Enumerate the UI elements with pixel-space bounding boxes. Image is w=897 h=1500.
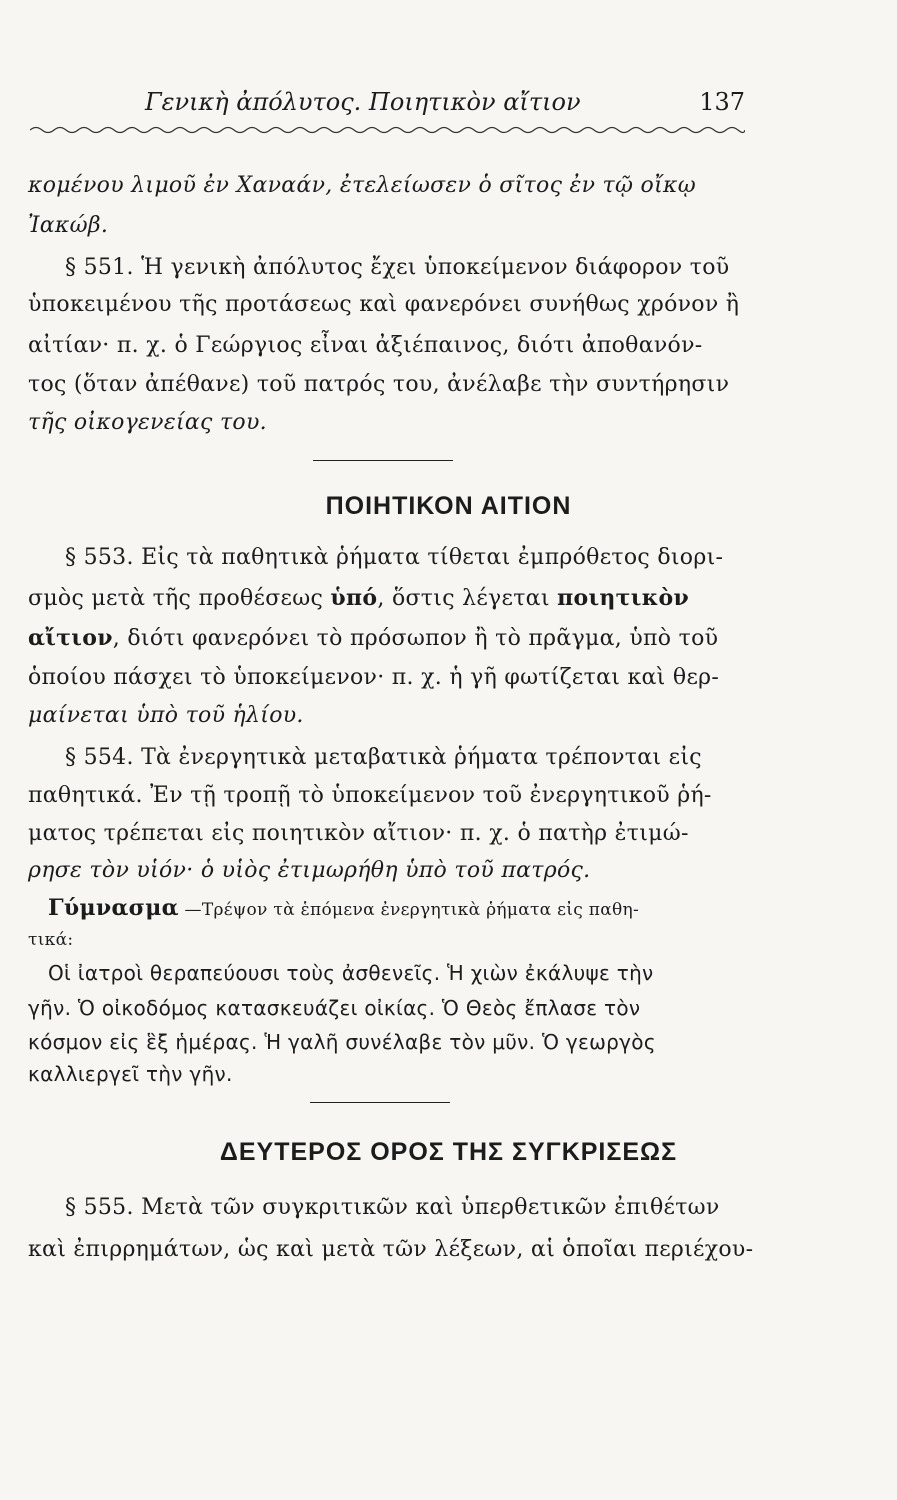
text-line: αἰτίαν· π. χ. ὁ Γεώργιος εἶναι ἀξιέπαινος, διότι ἀποθανόν-: [28, 333, 703, 358]
text-line: παθητικά. Ἐν τῇ τροπῇ τὸ ὑποκείμενον τοῦ ἐνεργητικοῦ ῥή-: [28, 783, 712, 808]
text-line: ματος τρέπεται εἰς ποιητικὸν αἴτιον· π. χ. ὁ πατὴρ ἐτιμώ-: [28, 821, 689, 846]
exercise-line: Οἱ ἰατροὶ θεραπεύουσι τοὺς ἀσθενεῖς. Ἡ χιὼν ἐκάλυψε τὴν: [48, 961, 654, 985]
text-line: [28, 620, 748, 656]
text-line: § 555. Μετὰ τῶν συγκριτικῶν καὶ ὑπερθετικῶν ἐπιθέτων: [65, 1195, 720, 1220]
text-fragment: , διότι φανερόνει τὸ πρόσωπον ἢ τὸ πρᾶγμα, ὑπὸ τοῦ: [112, 626, 719, 651]
text-line: [28, 580, 748, 616]
text-line: τῆς οἰκογενείας του.: [28, 410, 267, 435]
text-fragment: σμὸς μετὰ τῆς προθέσεως: [28, 586, 331, 611]
section-divider: [313, 460, 453, 461]
text-line: ὁποίου πάσχει τὸ ὑποκείμενον· π. χ. ἡ γῆ φωτίζεται καὶ θερ-: [28, 665, 720, 690]
section-heading: ΔΕΥΤΕΡΟΣ ΟΡΟΣ ΤΗΣ ΣΥΓΚΡΙΣΕΩΣ: [219, 1138, 678, 1166]
text-line: Ἰακώβ.: [28, 213, 109, 238]
text-fragment: , ὅστις λέγεται: [377, 586, 558, 611]
text-line: § 551. Ἡ γενικὴ ἀπόλυτος ἔχει ὑποκείμενον διάφορον τοῦ: [65, 255, 730, 280]
text-line: § 554. Τὰ ἐνεργητικὰ μεταβατικὰ ῥήματα τρέπονται εἰς: [65, 745, 702, 770]
text-line: καὶ ἐπιρρημάτων, ὡς καὶ μετὰ τῶν λέξεων, αἱ ὁποῖαι περιέχου-: [28, 1237, 754, 1262]
running-title: Γενικὴ ἀπόλυτος. Ποιητικὸν αἴτιον: [145, 88, 581, 116]
term-aition: αἴτιον: [28, 625, 113, 651]
exercise-line: γῆν. Ὁ οἰκοδόμος κατασκευάζει οἰκίας. Ὁ Θεὸς ἔπλασε τὸν: [28, 996, 641, 1020]
text-fragment: —Τρέψον τὰ ἑπόμενα ἐνεργητικὰ ῥήματα εἰς παθη-: [178, 900, 640, 920]
section-divider: [310, 1102, 450, 1103]
exercise-line: κόσμον εἰς ἓξ ἡμέρας. Ἡ γαλῆ συνέλαβε τὸν μῦν. Ὁ γεωργὸς: [28, 1030, 656, 1054]
term-hypo: ὑπό: [330, 585, 378, 611]
text-line: τος (ὅταν ἀπέθανε) τοῦ πατρός του, ἀνέλαβε τὴν συντήρησιν: [28, 372, 730, 397]
header-wavy-rule: [30, 124, 745, 136]
running-header: [145, 88, 745, 120]
section-heading: ΠΟΙΗΤΙΚΟΝ ΑΙΤΙΟΝ: [325, 492, 572, 520]
text-line: μαίνεται ὑπὸ τοῦ ἡλίου.: [28, 703, 304, 728]
page-number: 137: [699, 88, 745, 116]
term-poiitikon: ποιητικὸν: [557, 585, 690, 611]
text-line: ρησε τὸν υἱόν· ὁ υἱὸς ἐτιμωρήθη ὑπὸ τοῦ πατρός.: [28, 858, 591, 883]
text-line: κομένου λιμοῦ ἐν Χαναάν, ἐτελείωσεν ὁ σῖτος ἐν τῷ οἴκῳ: [28, 173, 696, 198]
exercise-label: Γύμνασμα: [48, 895, 179, 921]
text-line: ὑποκειμένου τῆς προτάσεως καὶ φανερόνει συνήθως χρόνον ἢ: [28, 292, 740, 317]
exercise-line: καλλιεργεῖ τὴν γῆν.: [28, 1062, 233, 1086]
exercise-instruction: [48, 890, 768, 926]
text-line: τικά:: [28, 930, 74, 950]
text-line: § 553. Εἰς τὰ παθητικὰ ῥήματα τίθεται ἐμπρόθετος διορι-: [65, 545, 724, 570]
